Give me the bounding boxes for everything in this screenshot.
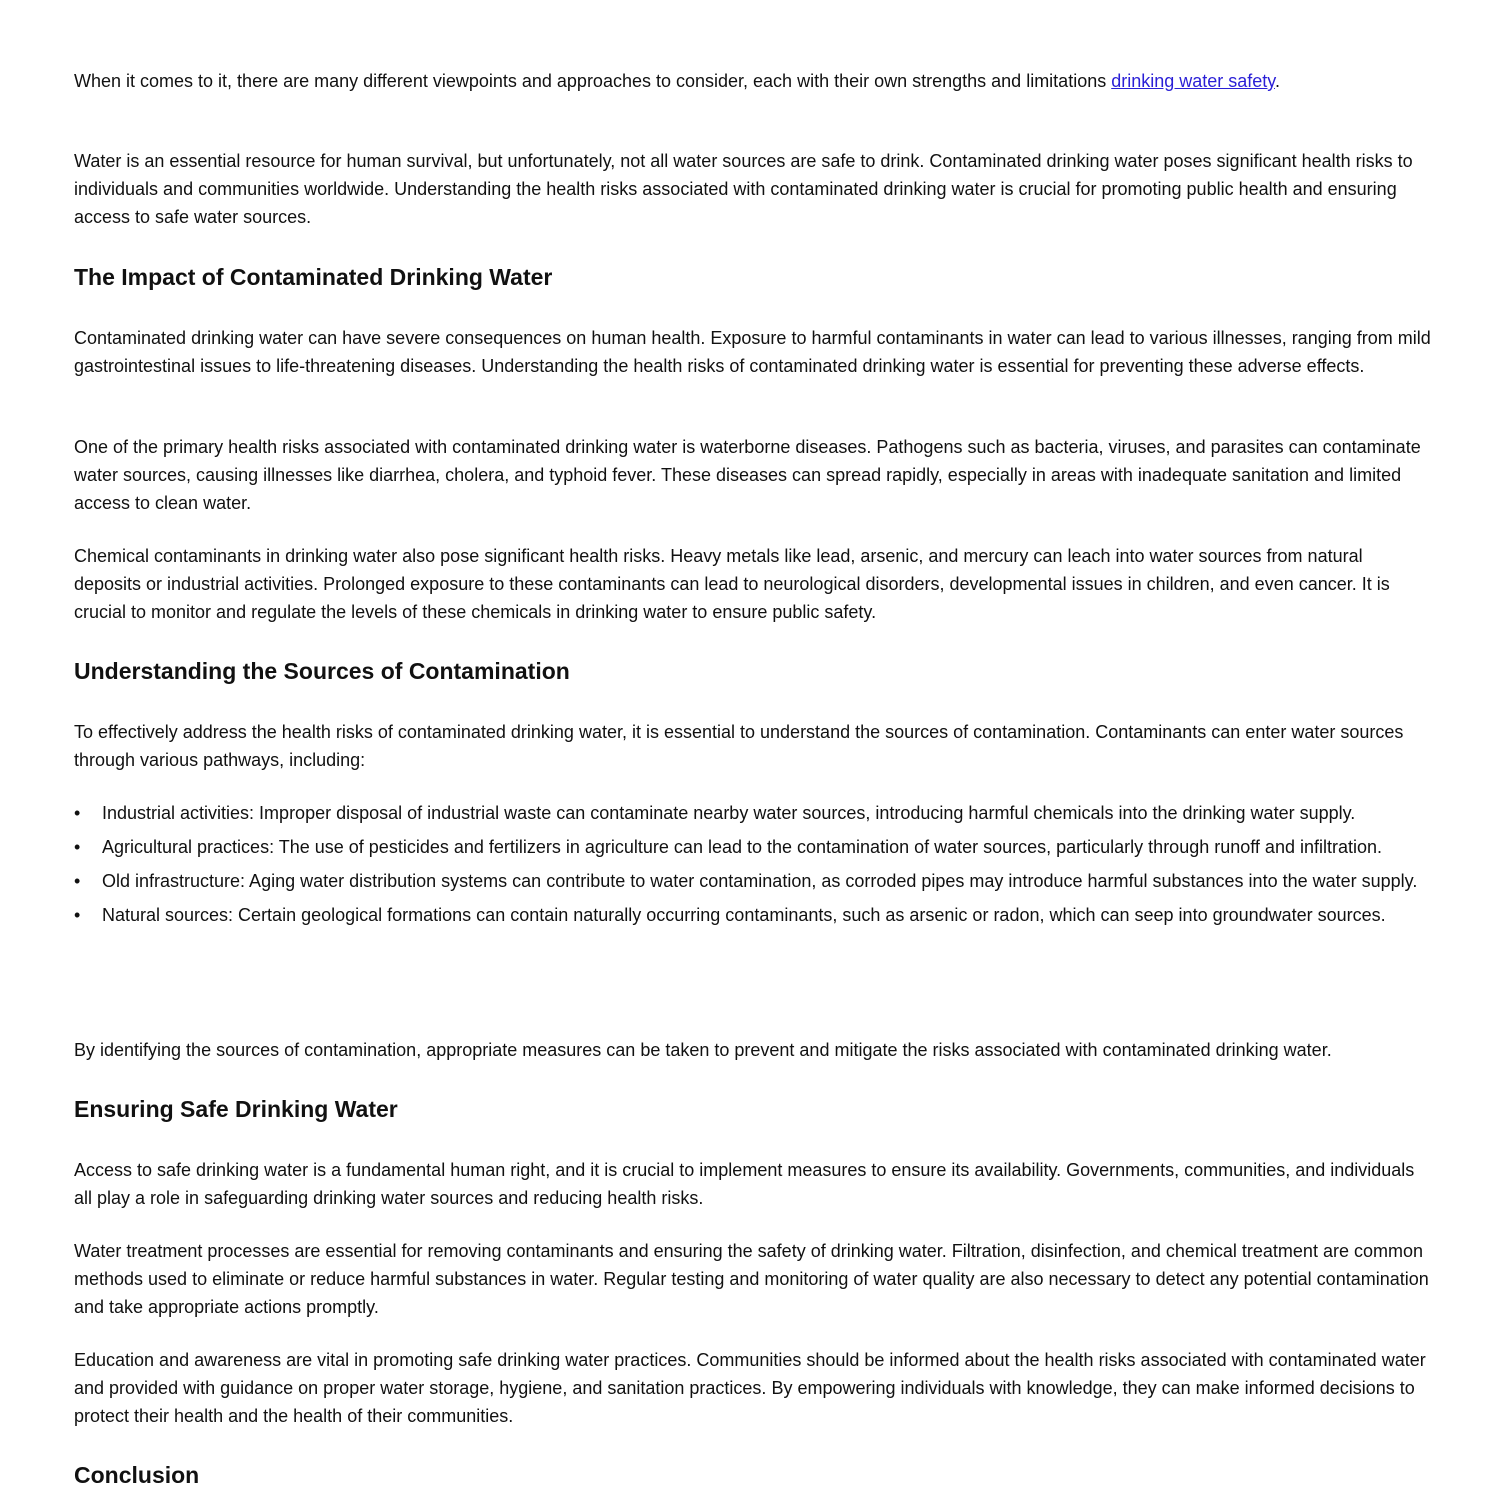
list-item: • Old infrastructure: Aging water distribution systems can contribute to water contamination, as corroded pipes may introduce harmful substances into the water supply. — [74, 867, 1434, 895]
list-item: • Agricultural practices: The use of pesticides and fertilizers in agriculture can lead to the contamination of water sources, particularly through runoff and infiltration. — [74, 833, 1434, 861]
heading-sources: Understanding the Sources of Contamination — [74, 658, 570, 684]
paragraph-sources-intro: To effectively address the health risks of contaminated drinking water, it is essential to understand the sources of contamination. Contaminants can enter water sources through various pathways, including: — [74, 722, 1404, 770]
heading-conclusion: Conclusion — [74, 1462, 200, 1488]
sources-list — [74, 799, 1434, 935]
list-item: • Industrial activities: Improper disposal of industrial waste can contaminate nearby water sources, introducing harmful chemicals into the drinking water supply. — [74, 799, 1434, 827]
bullet-icon: • — [74, 803, 81, 823]
drinking-water-safety-link[interactable]: drinking water safety — [1111, 71, 1275, 91]
paragraph-treatment: Water treatment processes are essential for removing contaminants and ensuring the safety of drinking water. Filtration, disinfection, and chemical treatment are common methods used to eliminate or reduce harmful substances in water. Regular testing and monitoring of water quality are also necessary to detect any potential contamination and take appropriate actions promptly. — [74, 1241, 1429, 1317]
paragraph-water-essential: Water is an essential resource for human survival, but unfortunately, not all water sources are safe to drink. Contaminated drinking water poses significant health risks to individuals and communities worldwide. Understanding the health risks associated with contaminated drinking water is crucial for promoting public health and ensuring access to safe water sources. — [74, 151, 1413, 227]
intro-paragraph — [74, 67, 1434, 95]
paragraph-chemical: Chemical contaminants in drinking water also pose significant health risks. Heavy metals like lead, arsenic, and mercury can leach into water sources from natural deposits or industrial activities. Prolonged exposure to these contaminants can lead to neurological disorders, developmental issues in children, and even cancer. It is crucial to monitor and regulate the levels of these chemicals in drinking water to ensure public safety. — [74, 546, 1390, 622]
heading-ensuring: Ensuring Safe Drinking Water — [74, 1096, 398, 1122]
paragraph-access: Access to safe drinking water is a fundamental human right, and it is crucial to implement measures to ensure its availability. Governments, communities, and individuals all play a role in safeguarding drinking water sources and reducing health risks. — [74, 1160, 1415, 1208]
bullet-icon: • — [74, 905, 81, 925]
bullet-icon: • — [74, 871, 81, 891]
heading-impact: The Impact of Contaminated Drinking Water — [74, 264, 553, 290]
bullet-icon: • — [74, 837, 81, 857]
intro-text: When it comes to it, there are many different viewpoints and approaches to consider, each with their own strengths and limitations — [74, 71, 1112, 91]
paragraph-consequences: Contaminated drinking water can have severe consequences on human health. Exposure to harmful contaminants in water can lead to various illnesses, ranging from mild gastrointestinal issues to life-threatening diseases. Understanding the health risks of contaminated drinking water is essential for preventing these adverse effects. — [74, 328, 1431, 376]
paragraph-waterborne: One of the primary health risks associated with contaminated drinking water is waterborne diseases. Pathogens such as bacteria, viruses, and parasites can contaminate water sources, causing illnesses like diarrhea, cholera, and typhoid fever. These diseases can spread rapidly, especially in areas with inadequate sanitation and limited access to clean water. — [74, 437, 1421, 513]
paragraph-education: Education and awareness are vital in promoting safe drinking water practices. Communities should be informed about the health risks associated with contaminated water and provided with guidance on proper water storage, hygiene, and sanitation practices. By empowering individuals with knowledge, they can make informed decisions to protect their health and the health of their communities. — [74, 1350, 1426, 1426]
list-item: • Natural sources: Certain geological formations can contain naturally occurring contaminants, such as arsenic or radon, which can seep into groundwater sources. — [74, 901, 1434, 929]
paragraph-identifying: By identifying the sources of contamination, appropriate measures can be taken to prevent and mitigate the risks associated with contaminated drinking water. — [74, 1040, 1332, 1060]
intro-after-link: . — [1274, 71, 1280, 91]
